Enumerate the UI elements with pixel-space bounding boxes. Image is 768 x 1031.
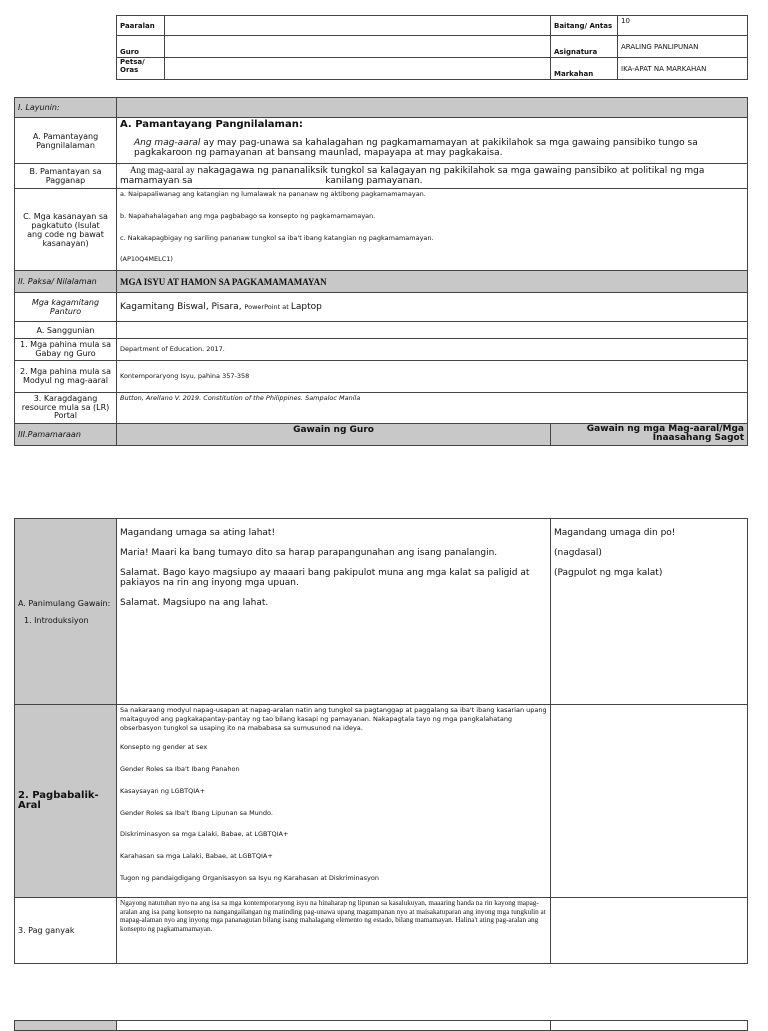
next-page-teacher-cell xyxy=(117,1021,551,1031)
student-line: (Pagpulot ng mga kalat) xyxy=(554,567,663,578)
kagamitan-text-c: Laptop xyxy=(290,302,322,312)
kasanayan-code: (AP10Q4MELC1) xyxy=(120,255,173,264)
panimula-label: A. Panimulang Gawain: xyxy=(18,598,111,608)
pamantayan-pagganap-cell xyxy=(117,164,748,189)
baitang-label: Baitang/ Antas xyxy=(551,16,618,36)
teacher-line: Salamat. Bago kayo magsiupo ay maaari bang pakipulot muna ang mga kalat sa paligid at pakiayos na rin ang inyong mga upuan. xyxy=(120,567,530,589)
balik-aral-student-cell xyxy=(551,705,748,898)
baitang-value: 10 xyxy=(618,16,748,36)
balik-aral-cell xyxy=(117,705,551,898)
next-page-student-cell xyxy=(551,1021,748,1031)
gabay-label: 1. Mga pahina mula sa Gabay ng Guro xyxy=(15,339,117,361)
teacher-line: Maria! Maari ka bang tumayo dito sa harap parapangunahan ang isang panalangin. xyxy=(120,547,498,558)
pamamaraan-label: III.Pamamaraan xyxy=(15,424,117,446)
pamantayang-pangnilalaman-cell xyxy=(117,118,748,164)
panimula-cell xyxy=(15,519,117,705)
pagganap-lead: Ang mag-aaral ay xyxy=(130,165,195,175)
pamantayang-pangnilalaman-label: A. Pamantayang Pangnilalaman xyxy=(15,118,117,164)
gabay-value: Department of Education. 2017. xyxy=(117,339,748,361)
kagamitan-text-b: PowerPoint at xyxy=(244,303,291,311)
teacher-intro-cell xyxy=(117,519,551,705)
paaralan-field[interactable] xyxy=(165,16,551,36)
student-line: Magandang umaga din po! xyxy=(554,528,676,538)
pamantayan-pagganap-label: B. Pamantayan sa Pagganap xyxy=(15,164,117,189)
pamantayang-lead: Ang mag-aaral xyxy=(134,138,201,148)
paaralan-label: Paaralan xyxy=(117,16,165,36)
ganyak-text: Ngayong natutuhan nyo na ang isa sa mga kontemporaryong isyu na hinaharap ng lipunan sa kasalukuyan, maaaring handa na rin kayong mapag-aralan ang isa pang konsepto na nangangailangan ng matinding pag-unawa upang magampanan nyo at maisakatuparan ang inyong mga tungkulin at mapag-alaman nyo ang inyong mga pananagutan bilang isang mahalagang elemento ng estado, bilang mamamayan. Halina't ating pag-aralan ang konsepto ng pagkamamamayan. xyxy=(117,898,551,964)
balik-aral-item: Kasaysayan ng LGBTQIA+ xyxy=(120,786,206,795)
balik-aral-intro: Sa nakaraang modyul napag-usapan at napag-aralan natin ang tungkol sa pagtanggap at paggalang sa iba't ibang kasarian upang maitaguyod ang pagkakapantay-pantay ng tao bilang kasapi ng pamayanan. Nakapagtala tayo ng mga pangkalahatang obserbasyon tungkol sa usaping ito na mababasa sa sumusunod na ideya. xyxy=(120,706,547,732)
layunin-label: I. Layunin: xyxy=(15,98,117,118)
student-line: (nagdasal) xyxy=(554,547,602,558)
petsa-label: Petsa/ Oras xyxy=(117,58,165,80)
gawain-mag-aaral-header: Gawain ng mga Mag-aaral/Mga Inaasahang Sagot xyxy=(551,424,748,446)
kasanayan-item: c. Nakakapagbigay ng sariling pananaw tungkol sa iba't ibang katangian ng pagkamamamayan. xyxy=(120,233,434,242)
guro-label: Guro xyxy=(117,36,165,58)
teacher-line: Salamat. Magsiupo na ang lahat. xyxy=(120,598,269,609)
asignatura-label: Asignatura xyxy=(551,36,618,58)
pagganap-body-2: kanilang pamayanan. xyxy=(325,176,423,187)
next-page-table xyxy=(14,1020,748,1031)
pamantayang-text xyxy=(120,138,744,159)
pagganap-body: nakagagawa ng pananaliksik tungkol sa kalagayan ng pakikilahok sa mga gawaing pansibiko at politikal ng mga mamamayan sa xyxy=(120,166,705,187)
balik-aral-item: Tugon ng pandaigdigang Organisasyon sa Isyu ng Karahasan at Diskriminasyon xyxy=(120,873,379,882)
petsa-field[interactable] xyxy=(165,58,551,80)
balik-aral-item: Gender Roles sa Iba't Ibang Lipunan sa Mundo. xyxy=(120,808,273,817)
lr-portal-value: Button, Arellano V. 2019. Constitution of the Philippines. Sampaloc Manila xyxy=(117,393,748,424)
sanggunian-cell xyxy=(117,322,748,339)
kagamitan-value xyxy=(117,293,748,322)
ganyak-student-cell xyxy=(551,898,748,964)
kagamitan-text-a: Kagamitang Biswal, Pisara, xyxy=(120,302,245,312)
balik-aral-item: Karahasan sa mga Lalaki, Babae, at LGBTQIA+ xyxy=(120,852,273,861)
ganyak-label: 3. Pag ganyak xyxy=(15,898,117,964)
kasanayan-item: b. Napahahalagahan ang mga pagbabago sa konsepto ng pagkamamamayan. xyxy=(120,211,376,220)
header-table xyxy=(116,15,748,80)
paksa-value: MGA ISYU AT HAMON SA PAGKAMAMAMAYAN xyxy=(117,271,748,293)
gawain-guro-header: Gawain ng Guro xyxy=(117,424,551,446)
balik-aral-item: Gender Roles sa Iba't Ibang Panahon xyxy=(120,765,240,774)
balik-aral-item: Diskriminasyon sa mga Lalaki, Babae, at LGBTQIA+ xyxy=(120,830,289,839)
guro-field[interactable] xyxy=(165,36,551,58)
kasanayan-cell xyxy=(117,189,748,271)
pamantayang-title: A. Pamantayang Pangnilalaman: xyxy=(120,119,303,130)
paksa-label: II. Paksa/ Nilalaman xyxy=(15,271,117,293)
teacher-line: Magandang umaga sa ating lahat! xyxy=(120,528,276,538)
markahan-value: IKA-APAT NA MARKAHAN xyxy=(618,58,748,80)
modyul-label: 2. Mga pahina mula sa Modyul ng mag-aaral xyxy=(15,361,117,393)
kasanayan-item: a. Naipapaliwanag ang katangian ng lumalawak na pananaw ng aktibong pagkamamamayan. xyxy=(120,190,426,198)
lr-portal-label: 3. Karagdagang resource mula sa (LR) Portal xyxy=(15,393,117,424)
balik-aral-label: 2. Pagbabalik-Aral xyxy=(15,705,117,898)
modyul-value: Kontemporaryong Isyu, pahina 357-358 xyxy=(117,361,748,393)
student-intro-cell xyxy=(551,519,748,705)
balik-aral-item: Konsepto ng gender at sex xyxy=(120,743,208,752)
layunin-header-fill xyxy=(117,98,748,118)
asignatura-value: ARALING PANLIPUNAN xyxy=(618,36,748,58)
pamantayang-body: ay may pag-unawa sa kahalagahan ng pagkamamamayan at pakikilahok sa mga gawaing pansibiko tungo sa pagkakaroon ng pamayanan at bansang maunlad, mapayapa at may pagkakaisa. xyxy=(134,138,698,159)
kasanayan-label: C. Mga kasanayan sa pagkatuto (Isulat ang code ng bawat kasanayan) xyxy=(15,189,117,271)
markahan-label: Markahan xyxy=(551,58,618,80)
plan-table xyxy=(14,97,748,446)
sanggunian-label: A. Sanggunian xyxy=(15,322,117,339)
introduksyon-label: 1. Introduksiyon xyxy=(24,615,89,625)
next-page-label-cell xyxy=(15,1021,117,1031)
kagamitan-label: Mga kagamitang Panturo xyxy=(15,293,117,322)
procedure-table xyxy=(14,518,748,964)
